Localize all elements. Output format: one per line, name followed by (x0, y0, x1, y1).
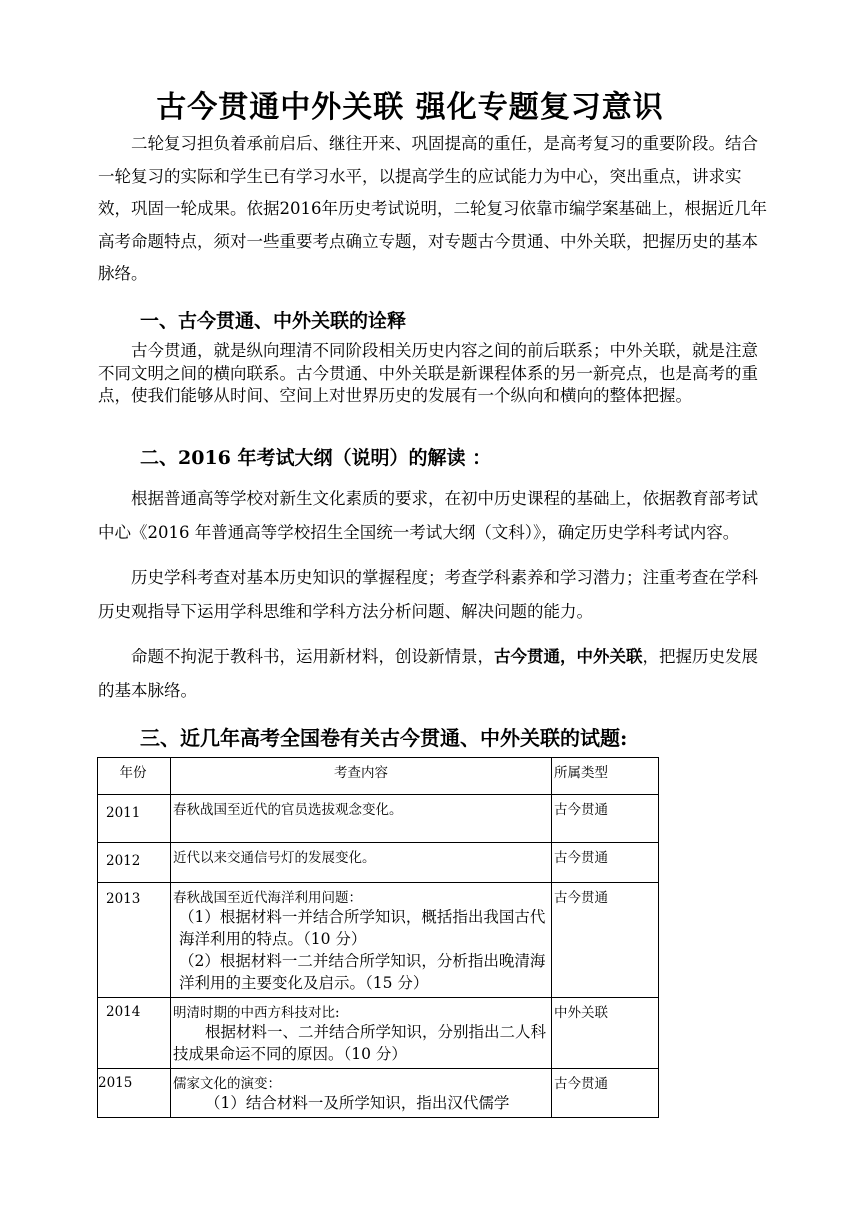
table-row (98, 883, 659, 998)
row-type: 古今贯通 (552, 843, 659, 883)
row-content (171, 1069, 552, 1118)
row-year: 2014 (98, 998, 171, 1069)
section2-heading: 二、2016 年考试大纲（说明）的解读 ： (140, 447, 492, 469)
section2-para3 (98, 640, 768, 707)
row-type: 中外关联 (552, 998, 659, 1069)
table-header-row (98, 758, 659, 795)
section1-paragraph (98, 340, 768, 408)
row-topic: 近代以来交通信号灯的发展变化。 (171, 843, 552, 883)
section2-para3-pre: 命题不拘泥于教科书，运用新材料，创设新情景， (131, 647, 494, 666)
row-content (171, 883, 552, 998)
row-topic: 春秋战国至近代的官员选拔观念变化。 (171, 795, 552, 843)
row-type: 古今贯通 (552, 795, 659, 843)
document-title: 古今贯通中外关联 强化专题复习意识 (156, 90, 664, 125)
section1-heading: 一、古今贯通、中外关联的诠释 (140, 310, 407, 332)
row-content (171, 998, 552, 1069)
row-topic: 春秋战国至近代海洋利用问题： (173, 890, 362, 906)
intro-paragraph (98, 128, 768, 291)
table-row (98, 1069, 659, 1118)
header-year: 年份 (98, 758, 171, 795)
row-question-1: （1）根据材料一并结合所学知识，概括指出我国古代海洋利用的特点。（10 分） (179, 908, 546, 948)
row-type: 古今贯通 (552, 1069, 659, 1118)
section2-body (98, 482, 768, 707)
row-year: 2013 (98, 883, 171, 998)
section1-text: 古今贯通，就是纵向理清不同阶段相关历史内容之间的前后联系；中外关联，就是注意不同文明之间的横向联系。古今贯通、中外关联是新课程体系的另一新亮点，也是高考的重点，使我们能够从时间、空间上对世界历史的发展有一个纵向和横向的整体把握。 (98, 341, 758, 405)
section2-para3-post: ，把握历史发展的基本脉络。 (98, 647, 758, 700)
header-type: 所属类型 (552, 758, 659, 795)
row-question-1: （1）结合材料一及所学知识，指出汉代儒学 (205, 1094, 510, 1112)
header-content: 考查内容 (171, 758, 552, 795)
row-topic: 儒家文化的演变： (173, 1076, 281, 1092)
table-row (98, 795, 659, 843)
intro-text: 二轮复习担负着承前启后、继往开来、巩固提高的重任，是高考复习的重要阶段。结合一轮复习的实际和学生已有学习水平，以提高学生的应试能力为中心，突出重点，讲求实效，巩固一轮成果。依据2016年历史考试说明，二轮复习依靠市编学案基础上，根据近几年高考命题特点，须对一些重要考点确立专题，对专题古今贯通、中外关联，把握历史的基本脉络。 (98, 134, 767, 283)
row-type: 古今贯通 (552, 883, 659, 998)
row-question-1: 根据材料一、二并结合所学知识，分别指出二人科技成果命运不同的原因。（10 分） (173, 1023, 547, 1063)
table-row (98, 843, 659, 883)
row-year: 2015 (98, 1069, 171, 1118)
section2-para1: 根据普通高等学校对新生文化素质的要求，在初中历史课程的基础上，依据教育部考试中心《2016 年普通高等学校招生全国统一考试大纲（文科）》，确定历史学科考试内容。 (98, 489, 758, 542)
section3-heading: 三、近几年高考全国卷有关古今贯通、中外关联的试题: (140, 726, 628, 750)
section2-para3-bold: 古今贯通，中外关联 (494, 647, 643, 666)
row-year: 2011 (98, 795, 171, 843)
section2-para2: 历史学科考查对基本历史知识的掌握程度；考查学科素养和学习潜力；注重考查在学科历史观指导下运用学科思维和学科方法分析问题、解决问题的能力。 (98, 568, 758, 621)
row-question-2: （2）根据材料一二并结合所学知识，分析指出晚清海洋利用的主要变化及启示。（15 分） (179, 952, 546, 992)
exam-questions-table (97, 757, 659, 1118)
row-topic: 明清时期的中西方科技对比: (173, 1005, 340, 1021)
row-year: 2012 (98, 843, 171, 883)
table-row (98, 998, 659, 1069)
